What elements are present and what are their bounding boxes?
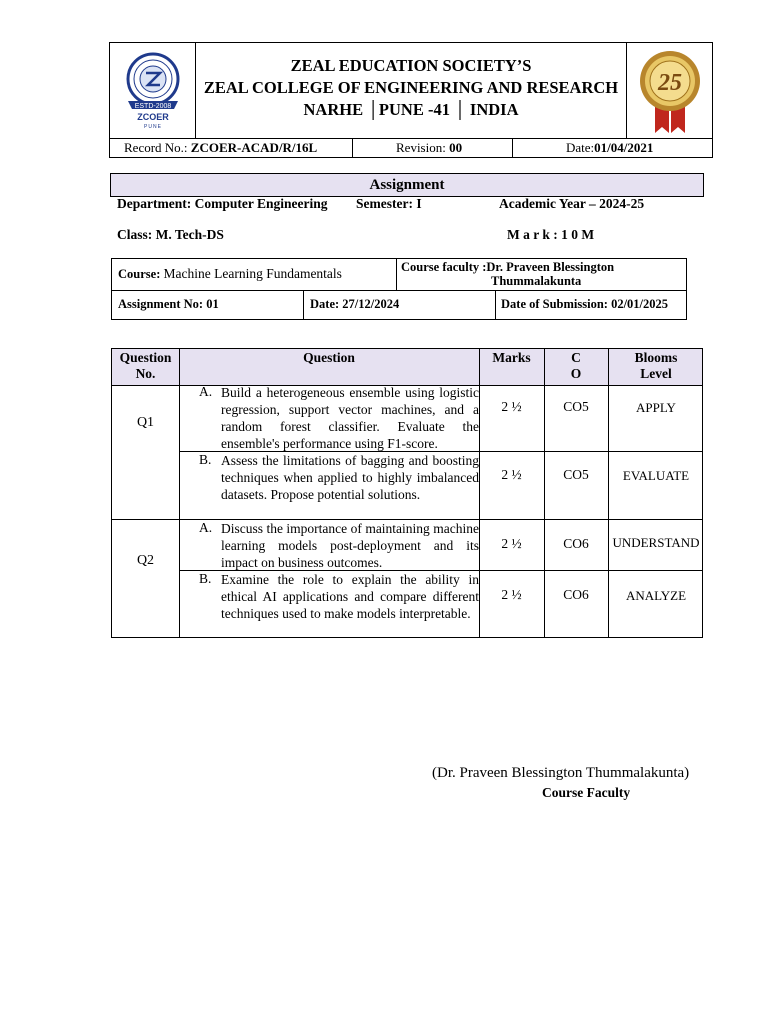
question-part-letter: A. [199, 384, 213, 399]
society-name: ZEAL EDUCATION SOCIETY’S [290, 56, 532, 75]
column-divider [179, 349, 180, 637]
college-location: NARHE │PUNE -41 │ INDIA [303, 100, 519, 119]
question-blooms-level: UNDERSTAND [612, 535, 700, 550]
question-co: CO6 [563, 587, 589, 602]
record-date: Date:01/04/2021 [566, 140, 654, 155]
svg-text:ZCOER: ZCOER [137, 112, 169, 122]
question-table [111, 348, 703, 638]
zcoer-seal-icon [110, 43, 196, 138]
svg-text:ESTD-2008: ESTD-2008 [134, 103, 172, 110]
question-text: Build a heterogeneous ensemble using logistic regression, support vector machines, and a random forest classifier. Evaluate the ensemble's performance using F1-score. [221, 385, 479, 451]
header-title-box [109, 42, 713, 139]
header-marks: Marks [492, 350, 531, 365]
question-blooms-level: APPLY [636, 400, 676, 415]
question-text: Examine the role to explain the ability in ethical AI applications and compare different techniques used to make models interpretable. [221, 572, 479, 621]
submission-date: Date of Submission: 02/01/2025 [501, 297, 669, 311]
header-co: C O [570, 350, 582, 381]
question-marks: 2 ½ [501, 587, 522, 602]
header-blooms-level: Blooms Level [634, 350, 678, 381]
course-info-table [111, 258, 687, 320]
question-blooms-level: EVALUATE [622, 468, 690, 483]
question-text: Discuss the importance of maintaining machine learning models post-deployment and its impact on business outcomes. [221, 521, 479, 570]
question-co: CO5 [563, 467, 589, 482]
revision-number: Revision: 00 [396, 140, 463, 155]
college-name: ZEAL COLLEGE OF ENGINEERING AND RESEARCH [203, 78, 619, 97]
anniversary-badge-icon [627, 43, 713, 138]
header-question-no: Question No. [119, 350, 172, 381]
anniversary-logo [626, 43, 712, 138]
department: Department: Computer Engineering [117, 196, 328, 211]
question-marks: 2 ½ [501, 399, 522, 414]
assignment-date: Date: 27/12/2024 [310, 297, 400, 311]
course-faculty: Course faculty :Dr. Praveen Blessington [401, 260, 615, 274]
academic-year: Academic Year – 2024-25 [499, 196, 645, 211]
course-table-divider [303, 290, 304, 319]
question-label-q2: Q2 [136, 553, 155, 568]
question-label-q1: Q1 [136, 415, 155, 430]
question-co: CO5 [563, 399, 589, 414]
record-info-row [109, 138, 713, 158]
svg-text:PUNE: PUNE [144, 124, 162, 130]
course-name: Course: Machine Learning Fundamentals [118, 266, 342, 281]
question-text: Assess the limitations of bagging and boosting techniques when applied to highly imbalanced datasets. Propose potential solutions. [221, 453, 479, 502]
question-part-letter: A. [199, 520, 213, 535]
course-table-divider [495, 290, 496, 319]
total-marks: M a r k : 1 0 M [507, 227, 595, 242]
question-marks: 2 ½ [501, 536, 522, 551]
question-co: CO6 [563, 536, 589, 551]
zcoer-logo [110, 43, 196, 138]
record-number: Record No.: ZCOER-ACAD/R/16L [124, 140, 318, 155]
header-question: Question [303, 350, 355, 365]
semester: Semester: I [356, 196, 422, 211]
question-part-letter: B. [199, 571, 212, 586]
document-header [109, 42, 713, 158]
question-part-letter: B. [199, 452, 212, 467]
course-faculty-surname: Thummalakunta [491, 274, 582, 288]
assignment-number: Assignment No: 01 [118, 297, 219, 311]
institution-titles [196, 55, 626, 121]
question-marks: 2 ½ [501, 467, 522, 482]
svg-text:25: 25 [658, 70, 682, 96]
revision-divider [512, 139, 513, 157]
class: Class: M. Tech-DS [117, 227, 224, 242]
question-blooms-level: ANALYZE [625, 588, 687, 603]
faculty-signature-role: Course Faculty [542, 785, 631, 800]
question-table-header [112, 349, 702, 386]
course-table-divider [396, 259, 397, 290]
faculty-signature-name: (Dr. Praveen Blessington Thummalakunta) [432, 765, 690, 781]
course-table-divider [112, 290, 686, 291]
record-divider [352, 139, 353, 157]
assignment-title: Assignment [110, 173, 704, 197]
